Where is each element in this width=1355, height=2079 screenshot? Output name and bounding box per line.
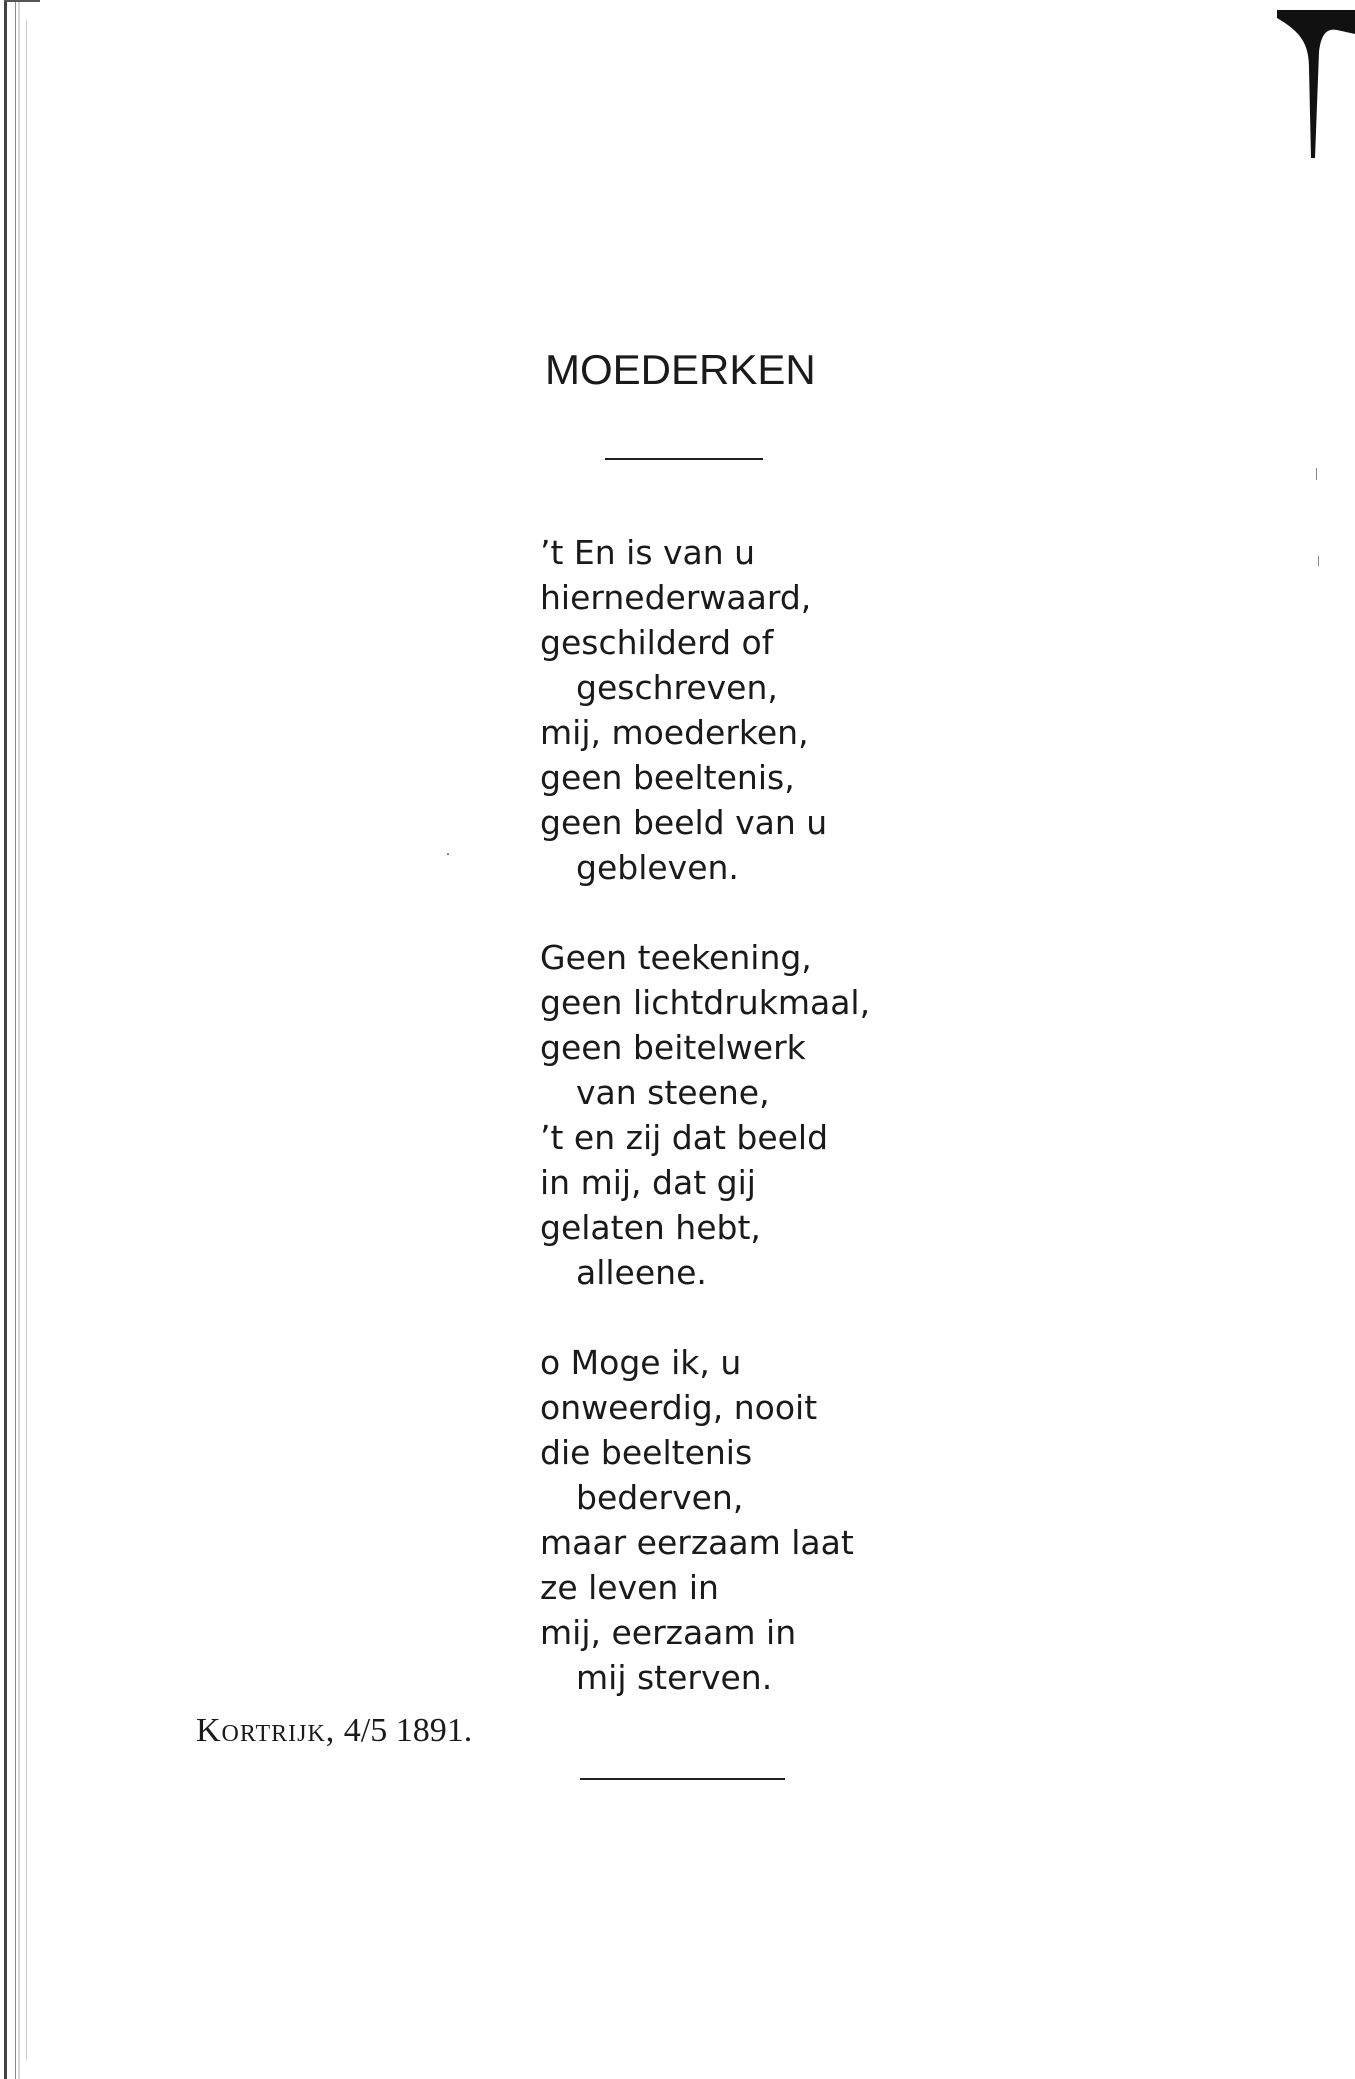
poem-line: bederven, xyxy=(576,1478,744,1517)
poem-line: geschreven, xyxy=(576,668,778,707)
poem-line: hiernederwaard, xyxy=(540,578,812,617)
poem-date: 4/5 1891. xyxy=(343,1712,473,1749)
poem-body xyxy=(540,530,870,1745)
binding-line xyxy=(26,20,27,2060)
binding-edge xyxy=(4,0,16,2079)
end-rule xyxy=(580,1778,785,1780)
stanza xyxy=(540,935,870,1295)
poem-line: in mij, dat gij xyxy=(540,1163,756,1202)
poem-line: geen beitelwerk xyxy=(540,1028,806,1067)
poem-title: MOEDERKEN xyxy=(545,346,816,393)
scan-speck xyxy=(447,853,449,855)
poem-line: mij sterven. xyxy=(576,1658,773,1697)
poem-line: van steene, xyxy=(576,1073,770,1112)
poem-line: ze leven in xyxy=(540,1568,719,1607)
poem-line: gebleven. xyxy=(576,848,739,887)
poem-line: alleene. xyxy=(576,1253,707,1292)
poem-line: ’t En is van u xyxy=(540,533,756,572)
poem-line: ’t en zij dat beeld xyxy=(540,1118,829,1157)
poem-line: onweerdig, nooit xyxy=(540,1388,818,1427)
poem-line: geen beeltenis, xyxy=(540,758,795,797)
poem-line: gelaten hebt, xyxy=(540,1208,761,1247)
poem-line: geen lichtdrukmaal, xyxy=(540,983,871,1022)
poem-line: Geen teekening, xyxy=(540,938,812,977)
poem-line: geschilderd of xyxy=(540,623,774,662)
poem-line: geen beeld van u xyxy=(540,803,828,842)
poem-line: maar eerzaam laat xyxy=(540,1523,854,1562)
corner-edge xyxy=(4,0,40,2)
stanza xyxy=(540,1340,870,1700)
stanza xyxy=(540,530,870,890)
title-rule xyxy=(605,458,763,460)
binding-shadow xyxy=(18,0,20,2079)
poem-line: mij, moederken, xyxy=(540,713,809,752)
place-name: Kortrijk, xyxy=(196,1712,336,1749)
scan-speck xyxy=(1318,556,1319,566)
place-date xyxy=(196,1712,472,1750)
poem-line: die beeltenis xyxy=(540,1433,753,1472)
poem-line: mij, eerzaam in xyxy=(540,1613,797,1652)
corner-mark xyxy=(1275,8,1355,158)
scan-speck xyxy=(1316,468,1317,480)
poem-line: o Moge ik, u xyxy=(540,1343,742,1382)
